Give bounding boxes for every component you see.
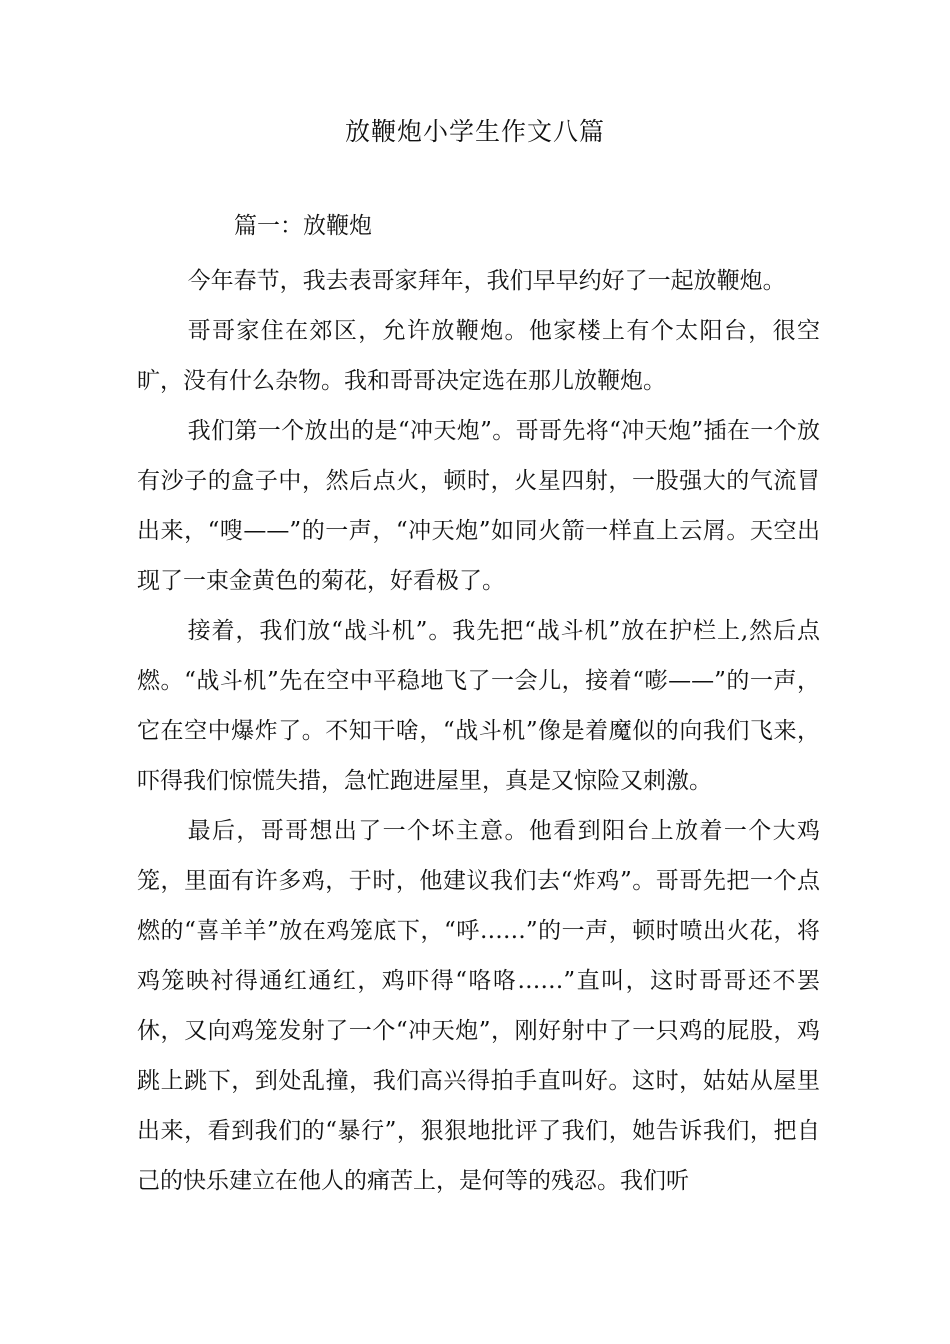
paragraph: 哥哥家住在郊区，允许放鞭炮。他家楼上有个太阳台，很空旷，没有什么杂物。我和哥哥决定选在那儿放鞭炮。 — [137, 318, 820, 394]
document-title: 放鞭炮小学生作文八篇 — [344, 117, 605, 146]
section-heading: 篇一：放鞭炮 — [234, 213, 372, 239]
essay-body — [137, 256, 820, 1206]
paragraph: 最后，哥哥想出了一个坏主意。他看到阳台上放着一个大鸡笼，里面有许多鸡，于时，他建议我们去“炸鸡”。哥哥先把一个点燃的“喜羊羊”放在鸡笼底下，“呼……”的一声，顿时喷出火花，将鸡笼映衬得通红通红，鸡吓得“咯咯……”直叫，这时哥哥还不罢休，又向鸡笼发射了一个“冲天炮”，刚好射中了一只鸡的屁股，鸡跳上跳下，到处乱撞，我们高兴得拍手直叫好。这时，姑姑从屋里出来，看到我们的“暴行”，狠狠地批评了我们，她告诉我们，把自己的快乐建立在他人的痛苦上，是何等的残忍。我们听 — [137, 818, 820, 1194]
paragraph: 接着，我们放“战斗机”。我先把“战斗机”放在护栏上,然后点燃。“战斗机”先在空中平稳地飞了一会儿，接着“嘭——”的一声，它在空中爆炸了。不知干啥，“战斗机”像是着魔似的向我们飞来，吓得我们惊慌失措，急忙跑进屋里，真是又惊险又刺激。 — [137, 618, 820, 794]
paragraph: 今年春节，我去表哥家拜年，我们早早约好了一起放鞭炮。 — [187, 268, 786, 294]
paragraph: 我们第一个放出的是“冲天炮”。哥哥先将“冲天炮”插在一个放有沙子的盒子中，然后点火，顿时，火星四射，一股强大的气流冒出来，“嗖——”的一声，“冲天炮”如同火箭一样直上云屑。天空出现了一束金黄色的菊花，好看极了。 — [137, 418, 820, 594]
